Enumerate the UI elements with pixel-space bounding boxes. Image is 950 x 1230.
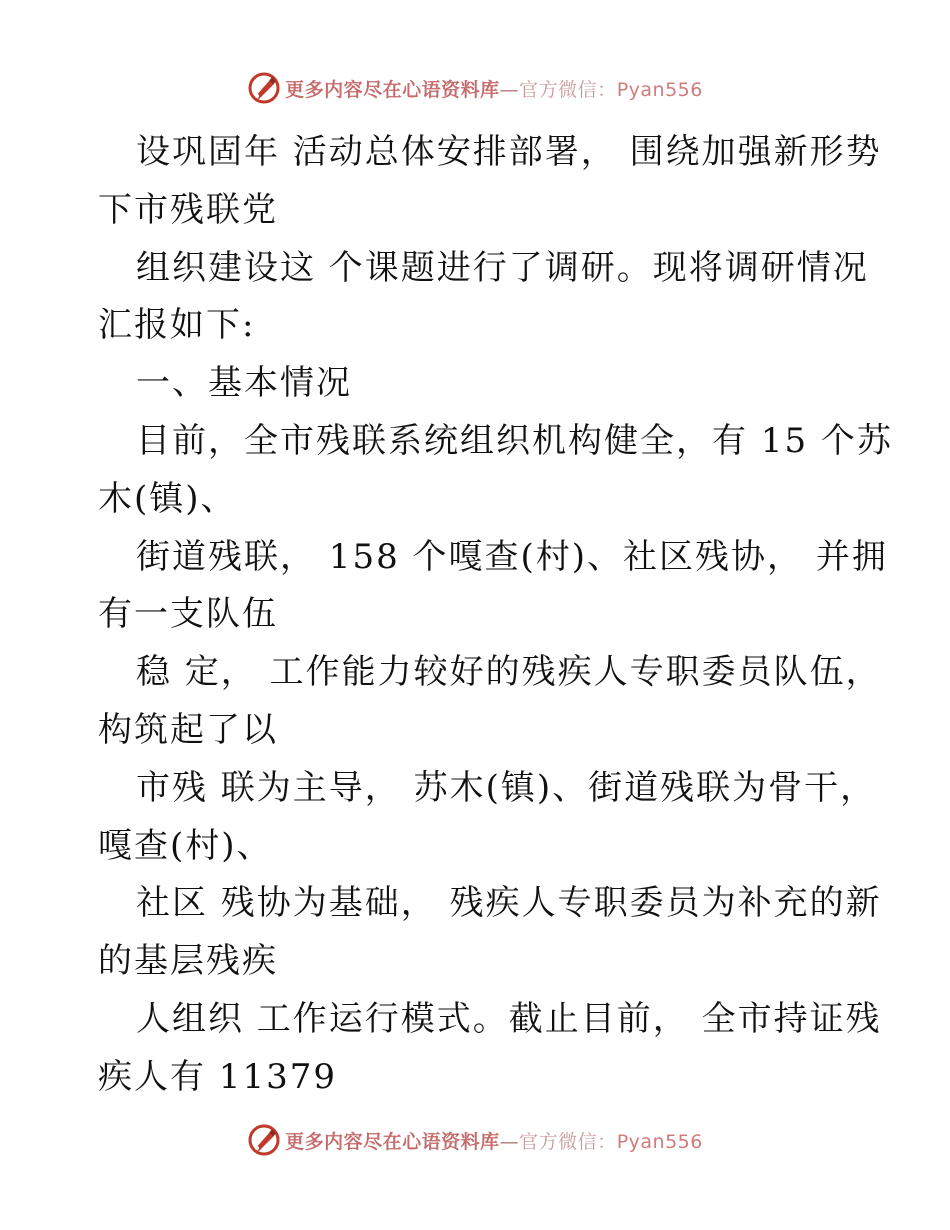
banner-separator: — — [499, 78, 520, 101]
footer-banner — [0, 1120, 950, 1160]
header-banner — [0, 68, 950, 108]
body-line: 疾人有 11379 — [98, 1056, 337, 1097]
body-line: 嘎查(村)、 — [98, 825, 273, 866]
banner-wechat-label: 官方微信： — [519, 1130, 617, 1153]
banner-separator: — — [499, 1130, 520, 1153]
body-line: 设巩固年 活动总体安排部署， 围绕加强新形势 — [136, 132, 882, 172]
section-heading: 一、基本情况 — [136, 363, 352, 404]
body-line: 的基层残疾 — [98, 941, 278, 982]
document-body — [98, 124, 893, 1107]
body-line: 市残 联为主导， 苏木(镇)、街道残联为骨干， — [136, 767, 877, 808]
banner-wechat-id: Pyan556 — [616, 78, 703, 101]
pen-logo-icon — [247, 71, 281, 105]
body-line: 街道残联， 158 个嘎查(村)、社区残协， 并拥 — [136, 536, 888, 577]
body-line: 稳 定， 工作能力较好的残疾人专职委员队伍， — [136, 652, 882, 693]
body-line: 社区 残协为基础， 残疾人专职委员为补充的新 — [136, 883, 882, 924]
body-line: 构筑起了以 — [98, 709, 278, 750]
body-line: 有一支队伍 — [98, 594, 278, 635]
body-line: 汇报如下: — [98, 305, 256, 346]
pen-logo-icon — [247, 1123, 281, 1157]
body-line: 目前，全市残联系统组织机构健全，有 15 个苏 — [136, 420, 893, 461]
body-line: 组织建设这 个课题进行了调研。现将调研情况 — [136, 247, 869, 288]
banner-site-name: 更多内容尽在心语资料库 — [285, 78, 500, 101]
banner-wechat-id: Pyan556 — [616, 1130, 703, 1153]
body-line: 木(镇)、 — [98, 478, 237, 519]
body-line: 人组织 工作运行模式。截止目前， 全市持证残 — [136, 998, 882, 1039]
banner-wechat-label: 官方微信： — [519, 78, 617, 101]
body-line: 下市残联党 — [98, 189, 278, 230]
banner-site-name: 更多内容尽在心语资料库 — [285, 1130, 500, 1153]
